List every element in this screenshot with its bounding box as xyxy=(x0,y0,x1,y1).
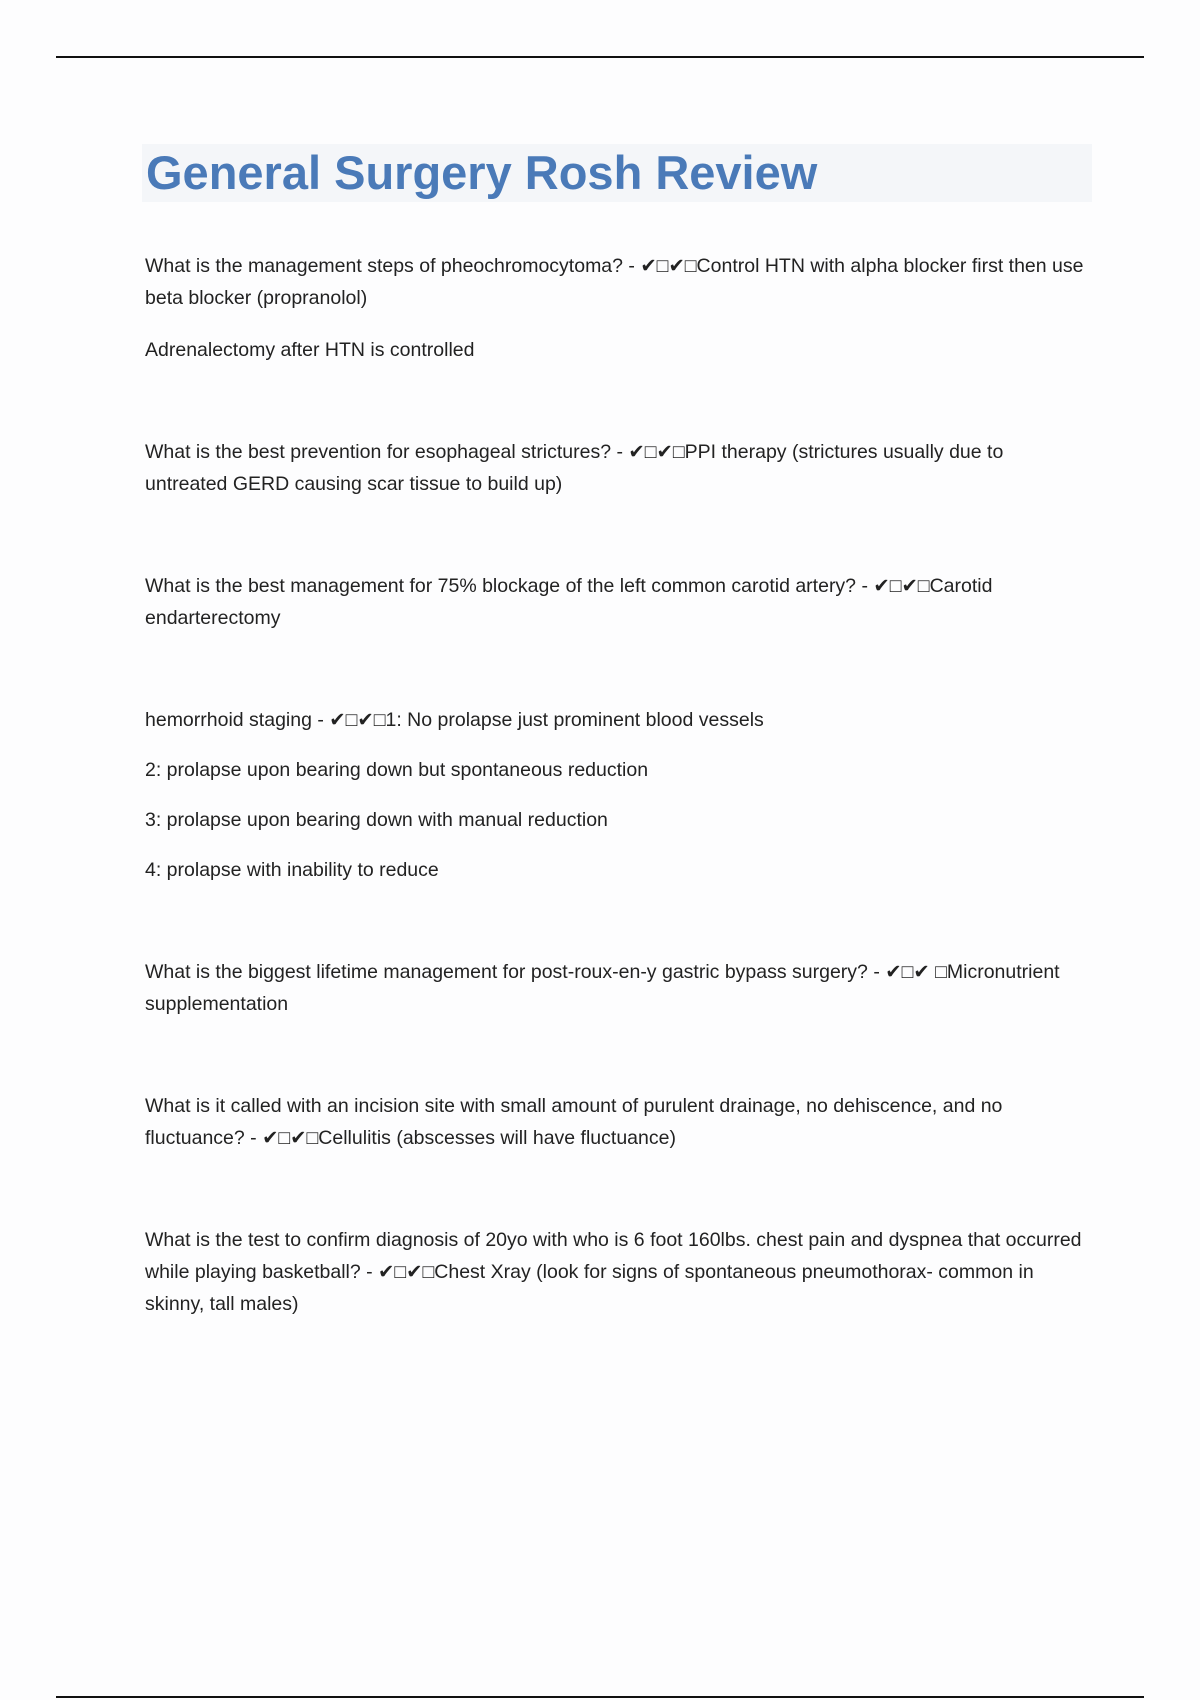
qa-item-incision-site xyxy=(145,1090,1085,1154)
qa-item-hemorrhoid-staging xyxy=(145,704,1085,886)
qa-line: What is the biggest lifetime management for post-roux-en-y gastric bypass surgery? - ✔□✔ □Micronutrient supplementation xyxy=(145,961,1060,1015)
qa-line: What is the best management for 75% blockage of the left common carotid artery? - ✔□✔□Carotid endarterectomy xyxy=(145,575,993,629)
qa-line: What is the test to confirm diagnosis of 20yo with who is 6 foot 160lbs. chest pain and dyspnea that occurred while playing basketball? - ✔□✔□Chest Xray (look for signs of spontaneous pneumothorax- common in skinny, tall males) xyxy=(145,1229,1082,1315)
bottom-rule xyxy=(56,1696,1144,1698)
top-rule xyxy=(56,56,1144,58)
qa-line: What is the management steps of pheochromocytoma? - ✔□✔□Control HTN with alpha blocker first then use beta blocker (propranolol) xyxy=(145,255,1084,309)
page-title: General Surgery Rosh Review xyxy=(146,146,818,199)
document-body xyxy=(145,250,1085,1340)
qa-item-carotid-artery xyxy=(145,570,1085,634)
qa-line: What is it called with an incision site with small amount of purulent drainage, no dehiscence, and no fluctuance? - ✔□✔□Cellulitis (abscesses will have fluctuance) xyxy=(145,1095,1003,1149)
qa-item-pheochromocytoma xyxy=(145,250,1085,366)
qa-line: hemorrhoid staging - ✔□✔□1: No prolapse just prominent blood vessels xyxy=(145,709,764,731)
qa-line: What is the best prevention for esophageal strictures? - ✔□✔□PPI therapy (strictures usually due to untreated GERD causing scar tissue to build up) xyxy=(145,441,1004,495)
qa-item-esophageal-strictures xyxy=(145,436,1085,500)
qa-line: 3: prolapse upon bearing down with manual reduction xyxy=(145,809,608,831)
qa-item-pneumothorax xyxy=(145,1224,1085,1320)
qa-line: Adrenalectomy after HTN is controlled xyxy=(145,339,475,361)
qa-line: 4: prolapse with inability to reduce xyxy=(145,859,439,881)
qa-item-gastric-bypass xyxy=(145,956,1085,1020)
qa-line: 2: prolapse upon bearing down but spontaneous reduction xyxy=(145,759,649,781)
